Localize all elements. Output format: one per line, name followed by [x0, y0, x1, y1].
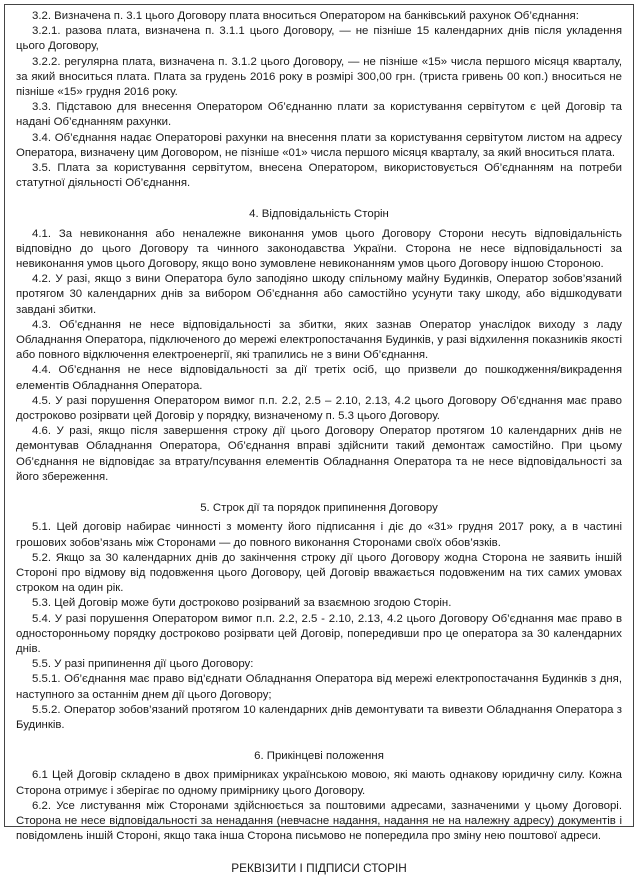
- clause-4-1: 4.1. За невиконання або неналежне виконання умов цього Договору Сторони несуть відповідальність відповідно до цього Договору та чинного законодавства України. Сторона не несе відповідальності за невиконання умов цього Договору, якщо воно зумовлене невиконанням умов цього Договору іншою Стороною.: [16, 227, 622, 271]
- clause-5-5: 5.5. У разі припинення дії цього Договору:: [32, 658, 254, 671]
- clause-6-2: 6.2. Усе листування між Сторонами здійснюється за поштовими адресами, зазначеними у цьому Договорі. Сторона не несе відповідальності за ненадання (невчасне надання, надання не на належну адресу) документів і повідомлень іншій Стороні, якщо така інша Сторона письмово не попередила про зміну нею поштової адреси.: [16, 799, 622, 843]
- clause-5-3: 5.3. Цей Договір може бути достроково розірваний за взаємною згодою Сторін.: [32, 597, 452, 610]
- clause-4-2: 4.2. У разі, якщо з вини Оператора було заподіяно шкоду спільному майну Будинків, Оператор зобов’язаний протягом 30 календарних днів за вибором Об’єднання або самостійно усунути таку шкоду, або відшкодувати завдані збитки.: [16, 273, 622, 316]
- clause-5-5-2: 5.5.2. Оператор зобов’язаний протягом 10 календарних днів демонтувати та вивезти Обладнання Оператора з Будинків.: [16, 703, 622, 731]
- clause-5-5-1: 5.5.1. Об’єднання має право від’єднати Обладнання Оператора від мережі електропостачання Будинків з дня, наступного за останнім днем дії цього Договору;: [16, 673, 622, 701]
- section-3-tail: [16, 9, 622, 191]
- clause-3-4: 3.4. Об’єднання надає Операторові рахунки на внесення плати за користування сервітутом листом на адресу Оператора, визначену цим Договором, не пізніше «01» числа першого місяця кварталу, за який вноситься плата.: [16, 131, 622, 159]
- clause-3-5: 3.5. Плата за користування сервітутом, внесена Оператором, використовується Об’єднанням на потреби статутної діяльності Об’єднання.: [16, 162, 622, 190]
- clause-3-3: 3.3. Підставою для внесення Оператором Об’єднанню плати за користування сервітутом є цей Договір та надані Об’єднанням рахунки.: [16, 101, 622, 129]
- clause-5-4: 5.4. У разі порушення Оператором вимог п.п. 2.2, 2.5 - 2.10, 2.13, 4.2 цього Договору Об’єднання має право в односторонньому порядку достроково розірвати цей Договір, попередивши про це оператора за 30 календарних днів.: [16, 612, 622, 655]
- clause-3-2: 3.2. Визначена п. 3.1 цього Договору плата вноситься Оператором на банківський рахунок Об’єднання:: [32, 10, 579, 22]
- clause-3-2-1: 3.2.1. разова плата, визначена п. 3.1.1 цього Договору, — не пізніше 15 календарних днів після укладення цього Договору,: [16, 25, 622, 53]
- clause-6-1: 6.1 Цей Договір складено в двох примірниках українською мовою, які мають однакову юридичну силу. Кожна Сторона отримує і зберігає по одному примірнику цього Договору.: [16, 769, 622, 797]
- clause-5-2: 5.2. Якщо за 30 календарних днів до закінчення строку дії цього Договору жодна Сторона не заявить іншій Стороні про відмову від подовження цього Договору, цей Договір вважається подовженим на тих самих умовах строком на один рік.: [16, 551, 622, 595]
- contract-page: [16, 9, 622, 888]
- section-4: [16, 207, 622, 485]
- clause-4-3: 4.3. Об’єднання не несе відповідальності за збитки, яких зазнав Оператор унаслідок виходу з ладу Обладнання Оператора, підключеного до мережі електропостачання Будинків, у разі відхилення показників якості або повного відключення електроенергії, які трапились не з вини Об’єднання.: [16, 318, 622, 362]
- clause-5-1: 5.1. Цей договір набирає чинності з моменту його підписання і діє до «31» грудня 2017 року, а в частині грошових зобов’язань між Сторонами — до повного виконання Сторонами своїх обов’язків.: [16, 521, 622, 549]
- requisites-heading: РЕКВІЗИТИ І ПІДПИСИ СТОРІН: [231, 861, 407, 876]
- clause-4-5: 4.5. У разі порушення Оператором вимог п.п. 2.2, 2.5 – 2.10, 2.13, 4.2 цього Договору Об’єднання має право достроково розірвати цей Договір у порядку, визначеному п. 5.3 цього Договору.: [16, 394, 622, 423]
- clause-4-4: 4.4. Об’єднання не несе відповідальності за дії третіх осіб, що призвели до пошкодження/викрадення елементів Обладнання Оператора.: [16, 364, 622, 392]
- section-5-heading: 5. Строк дії та порядок припинення Договору: [200, 502, 438, 515]
- section-4-heading: 4. Відповідальність Сторін: [249, 208, 389, 221]
- section-5: [16, 501, 622, 733]
- clause-3-2-2: 3.2.2. регулярна плата, визначена п. 3.1.2 цього Договору, — не пізніше «15» числа першого місяця кварталу, за який вноситься плата. Плата за грудень 2016 року в розмірі 300,00 грн. (триста гривень 00 коп.) вноситься не пізніше «15» грудня 2016 року.: [16, 55, 622, 99]
- clause-4-6: 4.6. У разі, якщо після завершення строку дії цього Договору Оператор протягом 10 календарних днів не демонтував Обладнання Оператора, Об’єднання вправі здійснити такий демонтаж самостійно. При цьому Об’єднання не відповідає за втрату/псування елементів Обладнання Оператора та не несе відповідальності за його збереження.: [16, 425, 622, 483]
- section-6-heading: 6. Прикінцеві положення: [254, 750, 384, 763]
- section-6: [16, 749, 622, 844]
